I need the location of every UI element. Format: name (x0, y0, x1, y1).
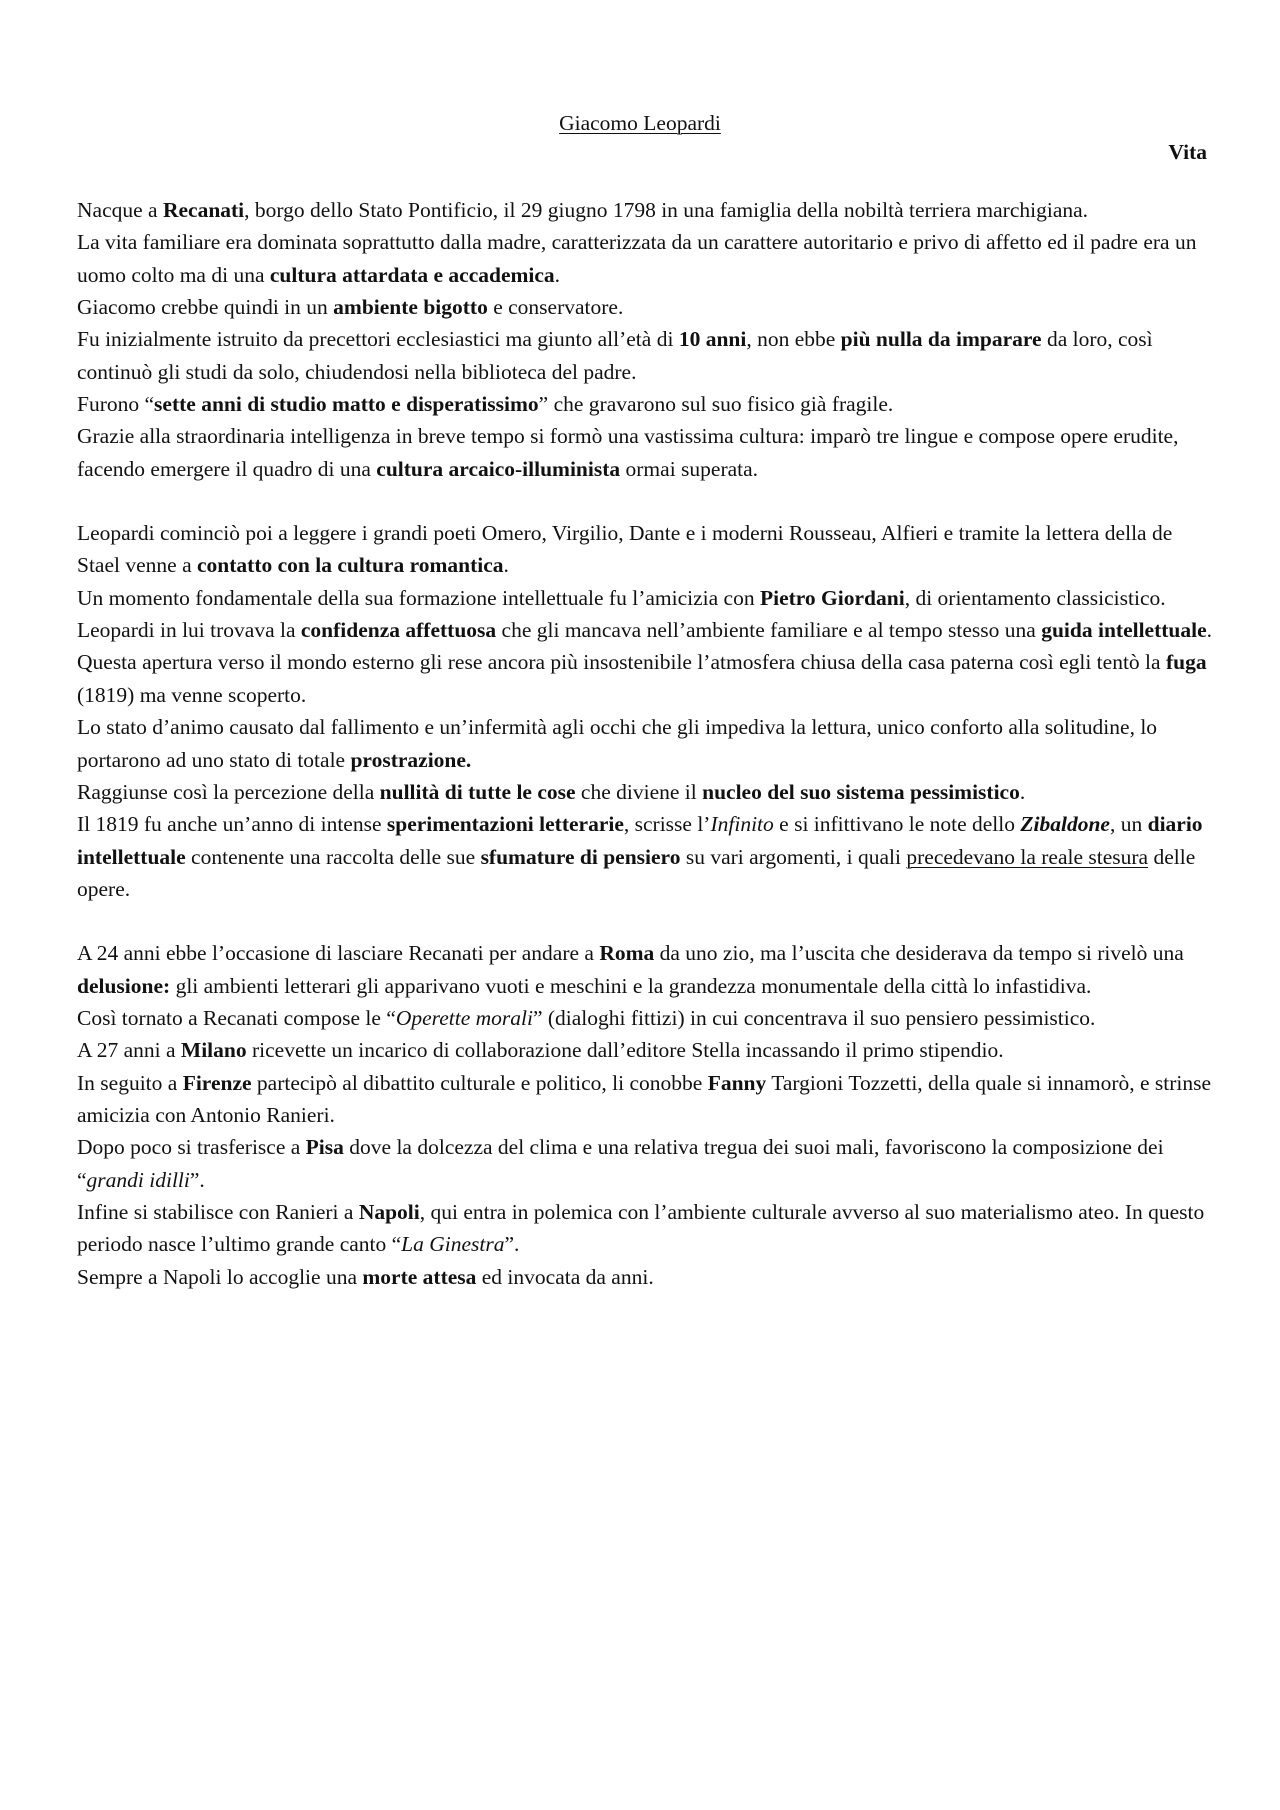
paragraph (77, 517, 1213, 582)
text-run: contenente una raccolta delle sue (185, 844, 481, 869)
text-run: . (554, 262, 561, 287)
text-run: Targioni Tozzetti, della quale si innamorò, e strinse amicizia con Antonio Ranieri. (77, 1070, 1212, 1127)
text-run: Lo stato d’animo causato dal fallimento e un’infermità agli occhi che gli impediva la lettura, unico conforto alla solitudine, lo portarono ad uno stato di totale (77, 715, 1158, 772)
text-run: A 24 anni ebbe l’occasione di lasciare Recanati per andare a (77, 941, 600, 966)
paragraph (77, 1034, 1213, 1066)
text-run: A 27 anni a (77, 1038, 181, 1063)
paragraph (77, 808, 1213, 905)
text-run: Dopo poco si trasferisce a (77, 1135, 306, 1160)
paragraph (77, 291, 1213, 323)
text-run: ricevette un incarico di collaborazione dall’editore Stella incassando il primo stipendio. (246, 1038, 1004, 1063)
bold-text: morte attesa (362, 1264, 477, 1289)
bold-text: Milano (180, 1038, 247, 1063)
paragraph-gap (77, 485, 1213, 517)
text-run: Infine si stabilisce con Ranieri a (77, 1199, 359, 1224)
text-run: In seguito a (77, 1070, 183, 1095)
text-run: ed invocata da anni. (476, 1264, 654, 1289)
bold-text: nucleo del suo sistema pessimistico (702, 779, 1020, 804)
paragraph-gap (77, 905, 1213, 937)
text-run: , qui entra in polemica con l’ambiente culturale avverso al suo materialismo ateo. In questo periodo nasce l’ultimo grande canto “ (77, 1199, 1205, 1257)
text-run: Leopardi cominciò poi a leggere i grandi poeti Omero, Virgilio, Dante e i moderni Rousseau, Alfieri e tramite la lettera della de Stael venne a (77, 521, 1173, 578)
text-run: Nacque a (77, 198, 163, 222)
text-run: delle opere. (77, 844, 1196, 901)
paragraph (77, 1261, 1213, 1293)
bold-text: Fanny (707, 1070, 767, 1095)
text-run: partecipò al dibattito culturale e politico, li conobbe (251, 1070, 708, 1095)
text-run: Furono “ (77, 392, 155, 417)
paragraph (77, 194, 1213, 226)
paragraph (77, 388, 1213, 420)
paragraph (77, 1196, 1213, 1261)
text-run: dove la dolcezza del clima e una relativa tregua dei suoi mali, favoriscono la composizione dei “ (77, 1135, 1164, 1192)
text-run: e si infittivano le note dello (773, 812, 1021, 837)
text-run: Raggiunse così la percezione della (77, 779, 380, 804)
bold-text: sperimentazioni letterarie (386, 812, 624, 837)
paragraph (77, 1067, 1213, 1132)
bold-text: Napoli (358, 1199, 420, 1224)
text-run: . (503, 553, 509, 578)
paragraph (77, 582, 1213, 614)
paragraph (77, 937, 1213, 1002)
text-run: . (1019, 779, 1026, 804)
text-run: e conservatore. (487, 295, 624, 320)
text-run: (1819) ma venne scoperto. (77, 682, 307, 707)
text-run: La vita familiare era dominata soprattutto dalla madre, caratterizzata da un carattere autoritario e privo di affetto ed il padre era un uomo colto ma di una (77, 230, 1197, 287)
italic-text: La Ginestra (401, 1232, 505, 1257)
section-heading: Vita (1168, 140, 1207, 164)
bold-text: fuga (1165, 650, 1207, 675)
bold-text: Zibaldone (1020, 812, 1110, 837)
bold-text: 10 anni (678, 327, 747, 352)
bold-text: Firenze (182, 1070, 252, 1095)
text-run: ”. (189, 1167, 205, 1192)
document-title: Giacomo Leopardi (559, 111, 721, 135)
bold-text: confidenza affettuosa (300, 618, 497, 643)
bold-text: diario intellettuale (77, 812, 1203, 869)
bold-text: cultura attardata e accademica (269, 262, 555, 287)
text-run: Questa apertura verso il mondo esterno gli rese ancora più insostenibile l’atmosfera chiusa della casa paterna così egli tentò la (77, 650, 1166, 675)
bold-text: delusione: (77, 973, 171, 998)
bold-text: nullità di tutte le cose (379, 779, 576, 804)
text-run: , borgo dello Stato Pontificio, il 29 giugno 1798 in una famiglia della nobiltà terriera marchigiana. (244, 198, 1089, 222)
text-run: Il 1819 fu anche un’anno di intense (77, 812, 387, 837)
bold-text: prostrazione. (350, 747, 472, 772)
text-run: da uno zio, ma l’uscita che desiderava da tempo si rivelò una (654, 941, 1184, 966)
text-run: gli ambienti letterari gli apparivano vuoti e meschini e la grandezza monumentale della città lo infastidiva. (170, 973, 1092, 998)
paragraph (77, 1002, 1213, 1034)
bold-text: più nulla da imparare (840, 327, 1042, 352)
paragraph (77, 1131, 1213, 1196)
bold-text: cultura arcaico-illuminista (376, 456, 621, 481)
paragraph (77, 614, 1213, 646)
italic-text: Operette morali (395, 1005, 533, 1030)
text-run: ”. (504, 1232, 520, 1257)
text-run: . (1206, 618, 1213, 643)
bold-text: contatto con la cultura romantica (197, 553, 504, 578)
bold-text: sette anni di studio matto e disperatissimo (154, 392, 539, 417)
text-run: Leopardi in lui trovava la (77, 618, 301, 643)
bold-text: Pisa (305, 1135, 344, 1160)
text-run: ormai superata. (620, 456, 759, 481)
text-run: Giacomo crebbe quindi in un (77, 295, 334, 320)
text-run: Un momento fondamentale della sua formazione intellettuale fu l’amicizia con (77, 585, 760, 610)
text-run: , non ebbe (746, 327, 841, 352)
bold-text: guida intellettuale (1041, 618, 1207, 643)
text-run: ” che gravarono sul suo fisico già fragile. (538, 392, 894, 417)
italic-text: Infinito (710, 812, 774, 837)
paragraph (77, 420, 1213, 485)
text-run: Così tornato a Recanati compose le “ (77, 1005, 396, 1030)
text-run: ” (dialoghi fittizi) in cui concentrava il suo pensiero pessimistico. (532, 1005, 1096, 1030)
text-run: , di orientamento classicistico. (904, 585, 1166, 610)
bold-text: Recanati (162, 198, 245, 222)
document-body (77, 194, 1213, 1293)
text-run: su vari argomenti, i quali (680, 844, 907, 869)
text-run: Fu inizialmente istruito da precettori ecclesiastici ma giunto all’età di (77, 327, 679, 352)
paragraph (77, 226, 1213, 291)
text-run: Grazie alla straordinaria intelligenza in breve tempo si formò una vastissima cultura: imparò tre lingue e compose opere erudite, facendo emergere il quadro di una (77, 424, 1179, 481)
bold-text: Pietro Giordani (759, 585, 905, 610)
bold-text: sfumature di pensiero (480, 844, 681, 869)
text-run: Sempre a Napoli lo accoglie una (77, 1264, 363, 1289)
bold-text: ambiente bigotto (333, 295, 488, 320)
text-run: , un (1109, 812, 1148, 837)
bold-text: Roma (599, 941, 655, 966)
paragraph (77, 323, 1213, 388)
paragraph (77, 646, 1213, 711)
underlined-text: precedevano la reale stesura (906, 844, 1149, 869)
text-run: , scrisse l’ (623, 812, 711, 837)
text-run: che gli mancava nell’ambiente familiare e al tempo stesso una (496, 618, 1042, 643)
text-run: da loro, così continuò gli studi da solo, chiudendosi nella biblioteca del padre. (77, 327, 1153, 384)
paragraph (77, 711, 1213, 776)
italic-text: grandi idilli (86, 1167, 190, 1192)
paragraph (77, 776, 1213, 808)
text-run: che diviene il (575, 779, 703, 804)
